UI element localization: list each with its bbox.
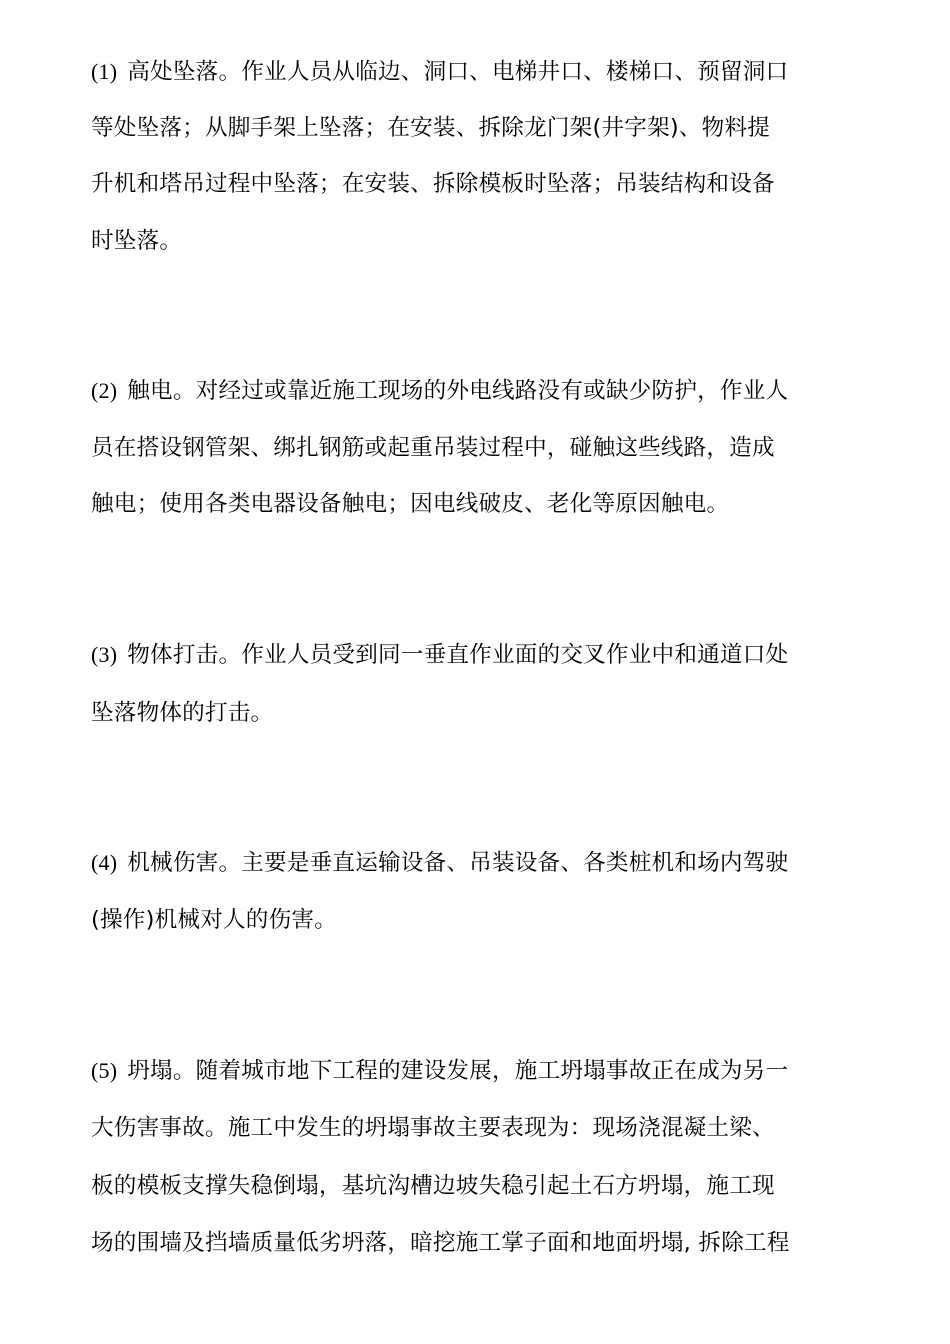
item-3-line-2: 坠落物体的打击。 [91, 700, 274, 726]
item-1-line-1 [91, 57, 861, 87]
item-3-line-1 [91, 640, 861, 670]
item-5-line-3: 板的模板支撑失稳倒塌，基坑沟槽边坡失稳引起土石方坍塌，施工现 [91, 1173, 775, 1199]
item-2-text-1: 触电。对经过或靠近施工现场的外电线路没有或缺少防护，作业人 [127, 378, 789, 404]
item-1-text-1: 高处坠落。作业人员从临边、洞口、电梯井口、楼梯口、预留洞口 [127, 59, 789, 85]
item-5-line-2: 大伤害事故。施工中发生的坍塌事故主要表现为：现场浇混凝土梁、 [91, 1115, 775, 1141]
item-4-line-2: (操作)机械对人的伤害。 [91, 907, 337, 933]
item-4-line-1 [91, 848, 861, 878]
item-1-line-2: 等处坠落；从脚手架上坠落；在安装、拆除龙门架(井字架)、物料提 [91, 115, 771, 141]
item-5-number: (5) [91, 1058, 118, 1083]
item-5-text-1: 坍塌。随着城市地下工程的建设发展，施工坍塌事故正在成为另一 [127, 1058, 789, 1084]
item-1-line-4: 时坠落。 [91, 228, 183, 254]
item-2-line-1 [91, 376, 861, 406]
item-3-number: (3) [91, 642, 118, 667]
item-5-line-4: 场的围墙及挡墙质量低劣坍落，暗挖施工掌子面和地面坍塌, 拆除工程 [91, 1230, 790, 1256]
item-1-number: (1) [91, 59, 118, 84]
item-4-number: (4) [91, 850, 118, 875]
item-2-number: (2) [91, 378, 118, 403]
item-2-line-3: 触电；使用各类电器设备触电；因电线破皮、老化等原因触电。 [91, 491, 730, 517]
item-5-line-1 [91, 1056, 861, 1086]
item-2-line-2: 员在搭设钢管架、绑扎钢筋或起重吊装过程中，碰触这些线路，造成 [91, 435, 775, 461]
item-4-text-1: 机械伤害。主要是垂直运输设备、吊装设备、各类桩机和场内驾驶 [127, 850, 789, 876]
item-3-text-1: 物体打击。作业人员受到同一垂直作业面的交叉作业中和通道口处 [127, 642, 789, 668]
item-1-line-3: 升机和塔吊过程中坠落；在安装、拆除模板时坠落；吊装结构和设备 [91, 171, 775, 197]
